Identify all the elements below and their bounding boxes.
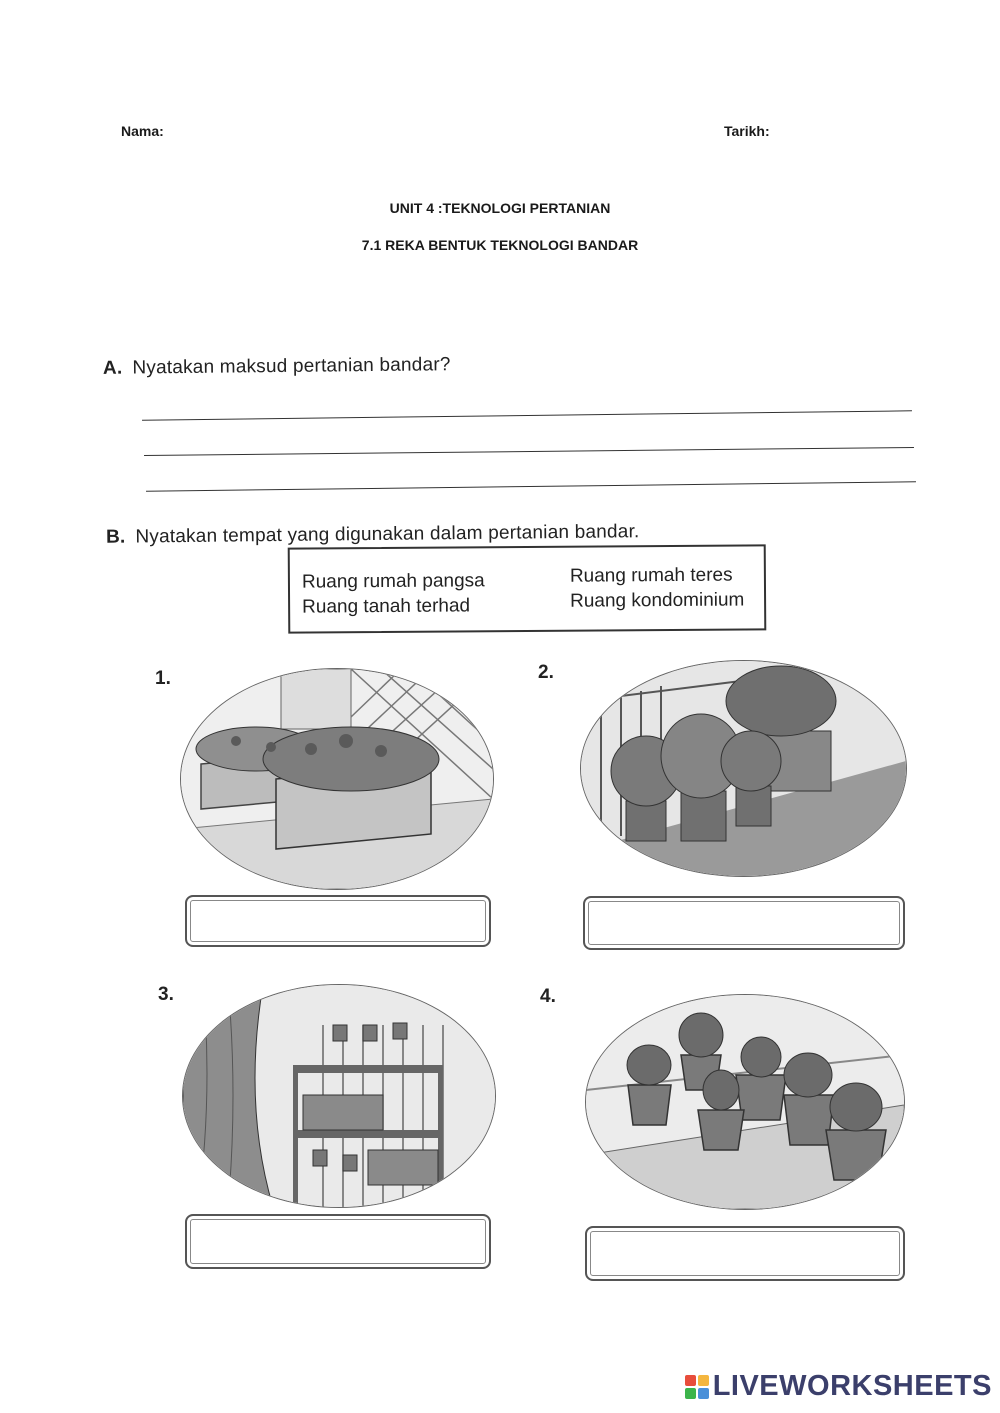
word-bank-box (288, 544, 767, 633)
answer-box-4[interactable] (585, 1226, 905, 1281)
subtopic-title: 7.1 REKA BENTUK TEKNOLOGI BANDAR (361, 237, 639, 253)
word-option: Ruang tanah terhad (302, 595, 471, 618)
question-b-text: Nyatakan tempat yang digunakan dalam pertanian bandar. (135, 521, 640, 548)
answer-line-3[interactable] (146, 481, 916, 491)
question-b (106, 521, 640, 549)
window-shelf-plants-icon (182, 984, 496, 1208)
word-option: Ruang rumah teres (569, 564, 733, 587)
liveworksheets-brand (685, 1370, 992, 1403)
word-option: Ruang rumah pangsa (301, 570, 485, 593)
logo-square (698, 1388, 709, 1399)
logo-square (685, 1375, 696, 1386)
answer-box-3[interactable] (185, 1214, 491, 1269)
logo-square (685, 1388, 696, 1399)
liveworksheets-logo-icon (685, 1375, 709, 1399)
logo-square (698, 1375, 709, 1386)
answer-line-2[interactable] (144, 447, 914, 456)
picture-number: 1. (155, 668, 171, 689)
brand-text: LIVEWORKSHEETS (712, 1370, 992, 1402)
question-b-letter: B. (105, 526, 126, 548)
picture-number: 3. (158, 984, 174, 1005)
name-label: Nama: (121, 123, 164, 139)
picture-number: 2. (538, 662, 554, 683)
question-a-text: Nyatakan maksud pertanian bandar? (132, 354, 451, 379)
unit-title: UNIT 4 :TEKNOLOGI PERTANIAN (389, 200, 611, 216)
date-label: Tarikh: (724, 123, 770, 139)
question-a (103, 354, 451, 380)
balcony-potted-plants-icon (580, 660, 907, 877)
terrace-pots-icon (585, 994, 905, 1210)
answer-line-1[interactable] (142, 410, 912, 420)
word-option: Ruang kondominium (570, 589, 745, 612)
answer-box-1[interactable] (185, 895, 491, 947)
question-a-letter: A. (102, 357, 123, 379)
picture-number: 4. (540, 986, 556, 1007)
answer-box-2[interactable] (583, 896, 905, 950)
raised-garden-beds-icon (180, 668, 494, 890)
